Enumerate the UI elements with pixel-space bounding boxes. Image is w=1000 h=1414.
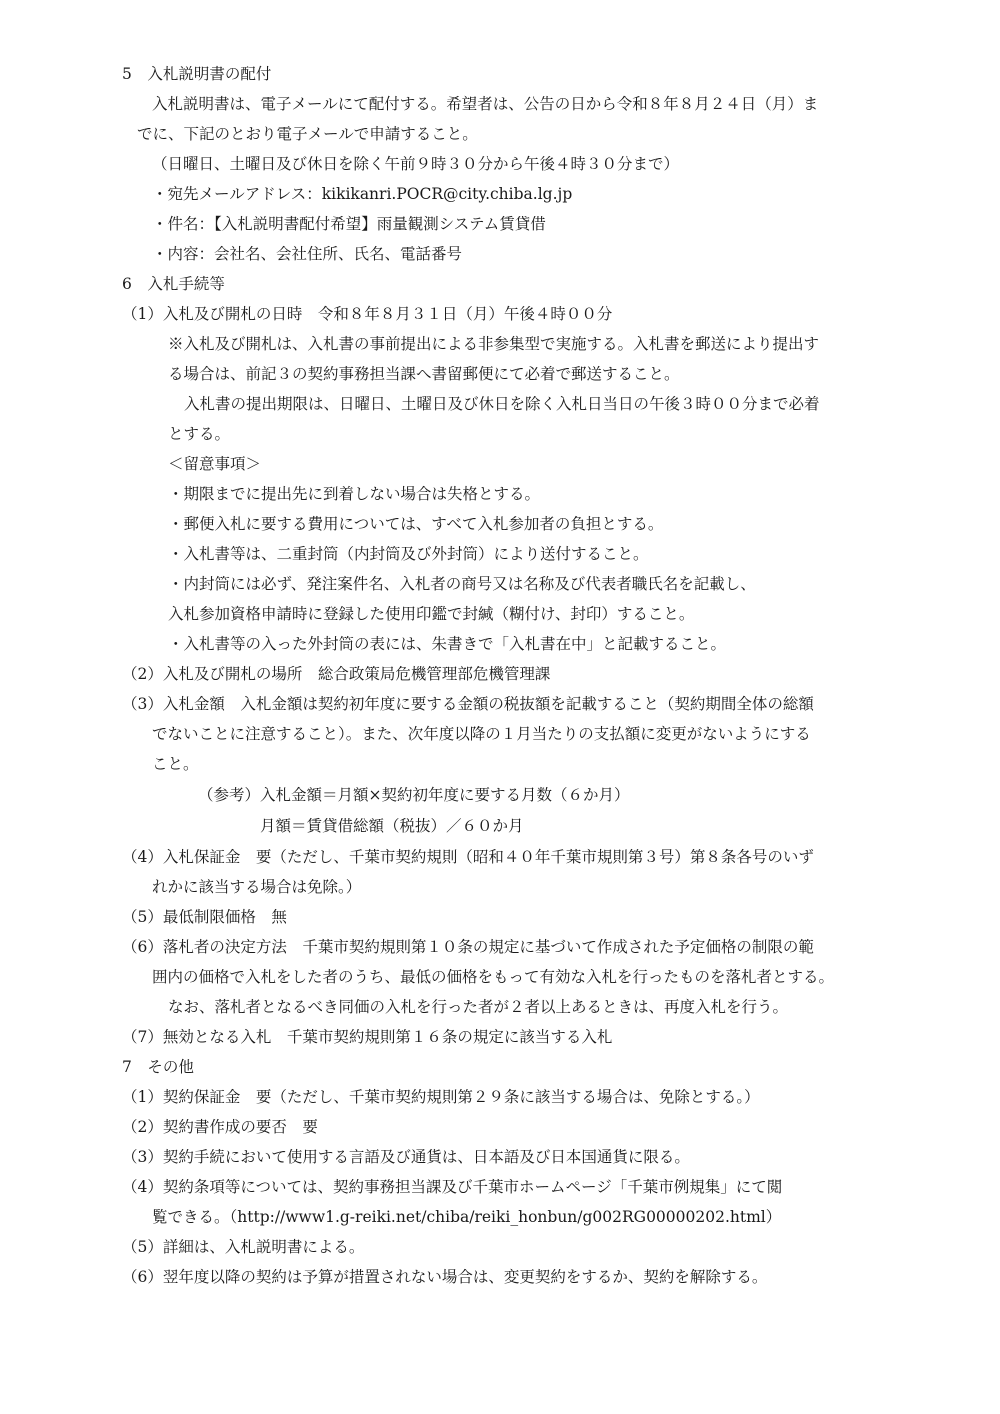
- item-line: （5）詳細は、入札説明書による。: [122, 1238, 365, 1256]
- note-item-continued: 入札参加資格申請時に登録した使用印鑑で封緘（糊付け、封印）すること。: [168, 605, 695, 623]
- item-line: （1）入札及び開札の日時 令和８年８月３１日（月）午後４時００分: [122, 305, 613, 323]
- paragraph-line: 入札書の提出期限は、日曜日、土曜日及び休日を除く入札日当日の午後３時００分まで必着: [184, 395, 820, 413]
- item-line: （6）翌年度以降の契約は予算が措置されない場合は、変更契約をするか、契約を解除する。: [122, 1268, 768, 1286]
- notes-heading: ＜留意事項＞: [168, 455, 262, 473]
- section-7-heading: 7 その他: [122, 1058, 194, 1076]
- note-item: ・郵便入札に要する費用については、すべて入札参加者の負担とする。: [168, 515, 664, 533]
- note-item: ・入札書等は、二重封筒（内封筒及び外封筒）により送付すること。: [168, 545, 649, 563]
- item-line: （1）契約保証金 要（ただし、千葉市契約規則第２９条に該当する場合は、免除とする。）: [122, 1088, 760, 1106]
- item-line: （7）無効となる入札 千葉市契約規則第１６条の規定に該当する入札: [122, 1028, 613, 1046]
- item-line: （6）落札者の決定方法 千葉市契約規則第１０条の規定に基づいて作成された予定価格の制限の範: [122, 938, 814, 956]
- email-address-line: ・宛先メールアドレス：kikikanri.POCR@city.chiba.lg.jp: [152, 185, 573, 203]
- item-line: （3）入札金額 入札金額は契約初年度に要する金額の税抜額を記載すること（契約期間全体の総額: [122, 695, 814, 713]
- item-line: （4）入札保証金 要（ただし、千葉市契約規則（昭和４０年千葉市規則第３号）第８条各号のいず: [122, 848, 814, 866]
- content-line: ・内容：会社名、会社住所、氏名、電話番号: [152, 245, 463, 263]
- paragraph-line: （日曜日、土曜日及び休日を除く午前９時３０分から午後４時３０分まで）: [152, 155, 680, 173]
- paragraph-line: なお、落札者となるべき同価の入札を行った者が２者以上あるときは、再度入札を行う。: [168, 998, 789, 1016]
- item-line: （3）契約手続において使用する言語及び通貨は、日本語及び日本国通貨に限る。: [122, 1148, 690, 1166]
- item-line: （2）入札及び開札の場所 総合政策局危機管理部危機管理課: [122, 665, 551, 683]
- note-item: ・期限までに提出先に到着しない場合は失格とする。: [168, 485, 541, 503]
- item-line: （4）契約条項等については、契約事務担当課及び千葉市ホームページ「千葉市例規集」にて閲: [122, 1178, 783, 1196]
- reference-formula: （参考）入札金額＝月額×契約初年度に要する月数（６か月）: [198, 786, 630, 804]
- paragraph-line: 入札説明書は、電子メールにて配付する。希望者は、公告の日から令和８年８月２４日（月）ま: [152, 95, 819, 113]
- note-item: ・入札書等の入った外封筒の表には、朱書きで「入札書在中」と記載すること。: [168, 635, 727, 653]
- paragraph-line: る場合は、前記３の契約事務担当課へ書留郵便にて必着で郵送すること。: [168, 365, 680, 383]
- paragraph-line: ※入札及び開札は、入札書の事前提出による非参集型で実施する。入札書を郵送により提出す: [168, 335, 820, 353]
- paragraph-line: れかに該当する場合は免除。）: [152, 878, 362, 896]
- note-item: ・内封筒には必ず、発注案件名、入札者の商号又は名称及び代表者職氏名を記載し、: [168, 575, 756, 593]
- section-5-heading: 5 入札説明書の配付: [122, 65, 272, 83]
- paragraph-line: でに、下記のとおり電子メールで申請すること。: [137, 125, 478, 143]
- url-line: 覧できる。（http://www1.g-reiki.net/chiba/reiki_honbun/g002RG00000202.html）: [152, 1208, 782, 1226]
- paragraph-line: 囲内の価格で入札をした者のうち、最低の価格をもって有効な入札を行ったものを落札者とする。: [152, 968, 835, 986]
- item-line: （5）最低制限価格 無: [122, 908, 287, 926]
- paragraph-line: でないことに注意すること）。また、次年度以降の１月当たりの支払額に変更がないようにする: [152, 725, 811, 743]
- section-6-heading: 6 入札手続等: [122, 275, 225, 293]
- paragraph-line: こと。: [152, 755, 199, 773]
- reference-formula: 月額＝賃貸借総額（税抜）／６０か月: [260, 817, 524, 835]
- item-line: （2）契約書作成の要否 要: [122, 1118, 318, 1136]
- subject-line: ・件名：【入札説明書配付希望】雨量観測システム賃貸借: [152, 215, 546, 233]
- paragraph-line: とする。: [168, 425, 231, 443]
